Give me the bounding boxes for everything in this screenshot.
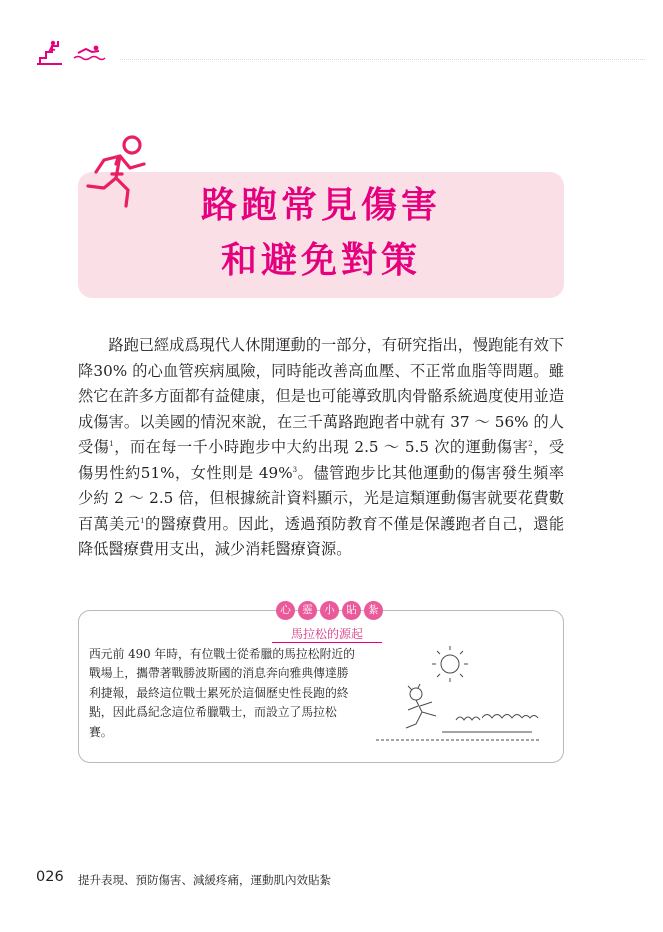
swimmer-icon [72,40,106,64]
header-icons [36,40,106,66]
body-paragraph: 路跑已經成爲現代人休閒運動的一部分，有研究指出，慢跑能有效下降30% 的心血管疾病風險，同時能改善高血壓、不正常血脂等問題。雖然它在許多方面都有益健康，但是也可能導致肌肉骨骼系統過度使用並造成傷害。以美國的情況來說，在三千萬路跑跑者中就有 37 ～ 56% 的人受傷$^1$，而在每一千小時跑步中大約出現 2.5 ～ 5.5 次的運動傷害$^2$，受傷男性約51%，女性則是 49%$^3$。儘管跑步比其他運動的傷害發生頻率少約 2 ～ 2.5 倍，但根據統計資料顯示，光是這類運動傷害就要花費數百萬美元$^1$的醫療費用。因此，透過預防教育不僅是保護跑者自己，還能降低醫療費用支出，減少消耗醫療資源。 [78,336,565,558]
header-divider [120,59,645,60]
footnote-ref: 2 [528,440,533,448]
footnote-ref: 1 [140,516,145,525]
tip-badge-char: 紮 [364,601,383,620]
tip-badge-char: 靈 [298,601,317,620]
footnote-ref: 3 [292,465,298,474]
footnote-ref: 1 [109,440,114,448]
page-title-line1: 路跑常見傷害 [200,185,441,226]
tip-subtitle: 馬拉松的源起 [290,627,363,641]
tip-badge [276,601,383,620]
page-title-line2: 和避免對策 [220,240,421,281]
tip-text: 西元前 490 年時，有位戰士從希臘的馬拉松附近的戰場上，攜帶著戰勝波斯國的消息奔向雅典傳達勝利捷報，最終這位戰士累死於這個歷史性長跑的終點，因此爲紀念這位希臘戰士，而設立了馬拉松賽。 [89,647,355,739]
tip-badge-char: 小 [320,601,339,620]
tip-badge-char: 貼 [342,601,361,620]
book-title: 提升表現、預防傷害、減緩疼痛，運動肌內效貼紮 [78,873,331,887]
stair-climb-icon [36,40,64,66]
marathon-runner-illustration [372,646,544,746]
page-number: 026 [36,869,64,885]
tip-subtitle-underline [272,642,382,643]
tip-badge-char: 心 [276,601,295,620]
